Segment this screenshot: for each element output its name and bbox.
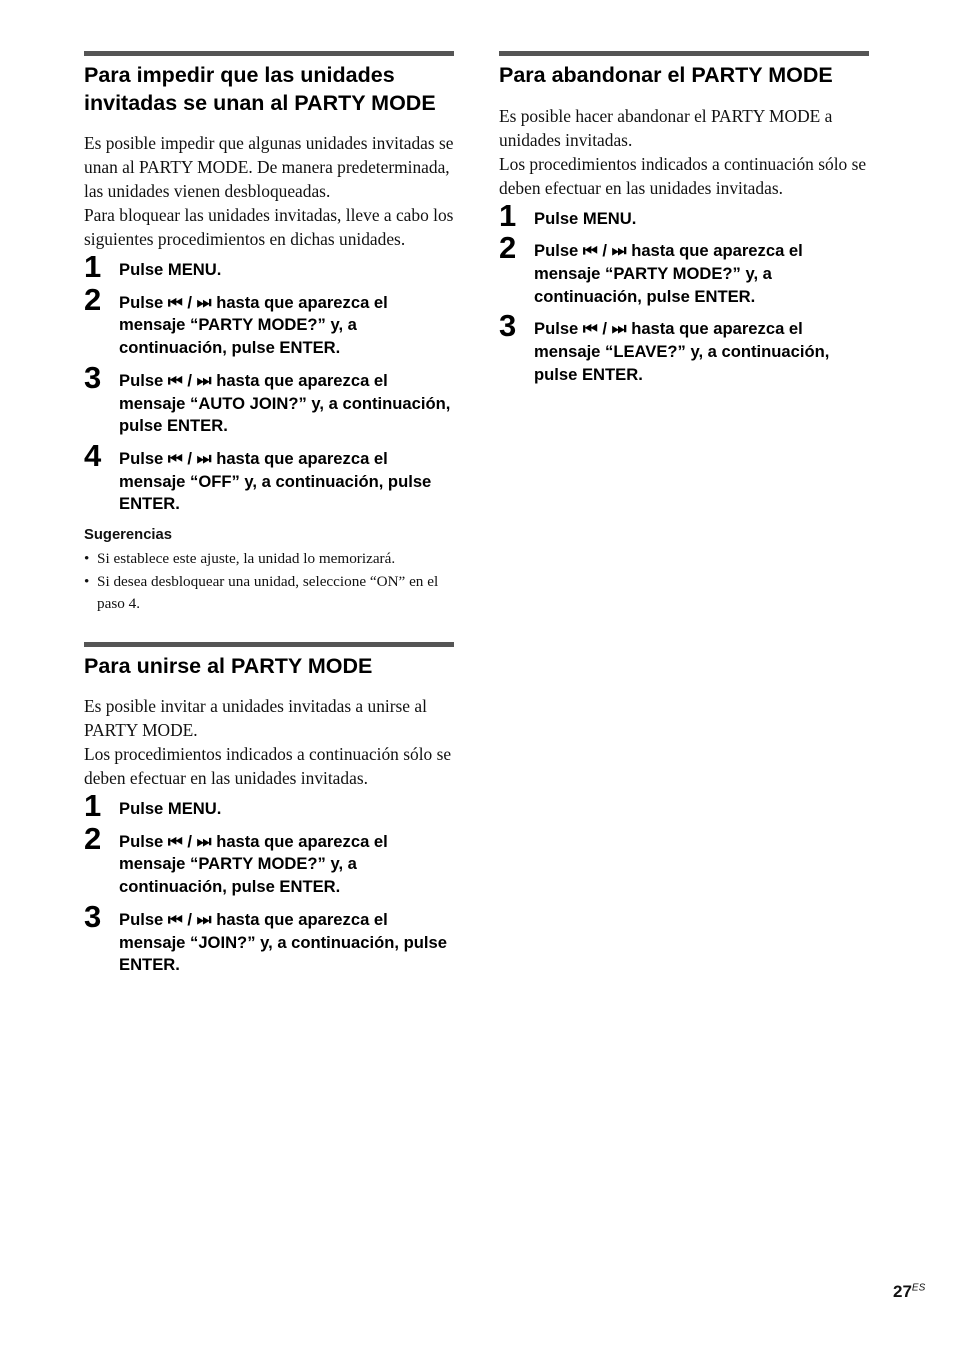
step-number: 4 bbox=[84, 437, 102, 473]
step-item bbox=[499, 230, 869, 308]
steps-unirse bbox=[84, 788, 454, 977]
tips-list bbox=[84, 548, 454, 616]
step-text: Pulse MENU. bbox=[119, 799, 222, 819]
step-item bbox=[84, 820, 454, 899]
step-text: Pulse MENU. bbox=[534, 208, 637, 228]
section-title-abandonar: Para abandonar el PARTY MODE bbox=[499, 63, 833, 87]
step-text: Pulse MENU. bbox=[119, 260, 222, 279]
section-body-impedir bbox=[84, 131, 454, 251]
section-body-unirse bbox=[84, 694, 454, 790]
step-text: Pulse ⏮ / ⏭ hasta que aparezca el mensaje “OFF” y, a continuación, pulse ENTER. bbox=[119, 448, 432, 514]
step-number: 2 bbox=[499, 230, 517, 266]
right-column bbox=[499, 51, 869, 396]
step-text: Pulse ⏮ / ⏭ hasta que aparezca el mensaje “PARTY MODE?” y, a continuación, pulse ENTER. bbox=[119, 831, 388, 897]
section-rule bbox=[499, 51, 869, 56]
step-text: Pulse ⏮ / ⏭ hasta que aparezca el mensaje “LEAVE?” y, a continuación, pulse ENTER. bbox=[534, 319, 830, 384]
section-rule bbox=[84, 51, 454, 56]
step-number: 3 bbox=[84, 898, 102, 934]
step-number: 1 bbox=[499, 197, 517, 233]
paragraph: Es posible invitar a unidades invitadas a unirse al PARTY MODE. bbox=[84, 696, 427, 741]
paragraph: Los procedimientos indicados a continuación sólo se deben efectuar en las unidades invitadas. bbox=[499, 153, 867, 198]
section-title-unirse: Para unirse al PARTY MODE bbox=[84, 653, 373, 678]
paragraph: Es posible impedir que algunas unidades invitadas se unan al PARTY MODE. De manera predeterminada, las unidades vienen desbloqueadas. bbox=[84, 133, 454, 201]
step-text: Pulse ⏮ / ⏭ hasta que aparezca el mensaje “PARTY MODE?” y, a continuación, pulse ENTER. bbox=[119, 292, 388, 358]
step-number: 3 bbox=[84, 359, 102, 395]
tip-item: • Si desea desbloquear una unidad, seleccione “ON” en el paso 4. bbox=[84, 571, 454, 616]
step-item bbox=[499, 308, 869, 386]
section-title-impedir: Para impedir que las unidades invitadas se unan al PARTY MODE bbox=[84, 63, 436, 115]
page-language-suffix: ES bbox=[911, 1282, 926, 1294]
step-text: Pulse ⏮ / ⏭ hasta que aparezca el mensaje “JOIN?” y, a continuación, pulse ENTER. bbox=[119, 909, 447, 975]
step-text: Pulse ⏮ / ⏭ hasta que aparezca el mensaje “PARTY MODE?” y, a continuación, pulse ENTER. bbox=[534, 241, 803, 306]
paragraph: Para bloquear las unidades invitadas, lleve a cabo los siguientes procedimientos en dichas unidades. bbox=[84, 205, 454, 249]
page-number-value: 27 bbox=[893, 1282, 912, 1301]
step-number: 2 bbox=[84, 820, 102, 856]
step-item bbox=[84, 281, 454, 360]
step-item bbox=[84, 898, 454, 977]
section-body-abandonar bbox=[499, 104, 869, 200]
paragraph: Los procedimientos indicados a continuación sólo se deben efectuar en las unidades invitadas. bbox=[84, 744, 452, 789]
step-item bbox=[84, 788, 454, 824]
step-item bbox=[84, 359, 454, 438]
step-item bbox=[84, 249, 454, 284]
tips-title: Sugerencias bbox=[84, 527, 173, 544]
page-number bbox=[893, 1282, 925, 1302]
steps-abandonar bbox=[499, 197, 869, 387]
section-rule bbox=[84, 642, 454, 647]
steps-impedir bbox=[84, 249, 454, 516]
step-number: 3 bbox=[499, 308, 517, 344]
step-number: 2 bbox=[84, 281, 102, 317]
left-column bbox=[84, 51, 454, 987]
step-number: 1 bbox=[84, 788, 102, 824]
tip-item: • Si establece este ajuste, la unidad lo memorizará. bbox=[84, 548, 454, 571]
step-item bbox=[499, 197, 869, 233]
section-unirse bbox=[84, 642, 454, 977]
paragraph: Es posible hacer abandonar el PARTY MODE a unidades invitadas. bbox=[499, 105, 833, 150]
step-item bbox=[84, 437, 454, 516]
step-text: Pulse ⏮ / ⏭ hasta que aparezca el mensaje “AUTO JOIN?” y, a continuación, pulse ENTER. bbox=[119, 370, 451, 436]
step-number: 1 bbox=[84, 249, 102, 284]
